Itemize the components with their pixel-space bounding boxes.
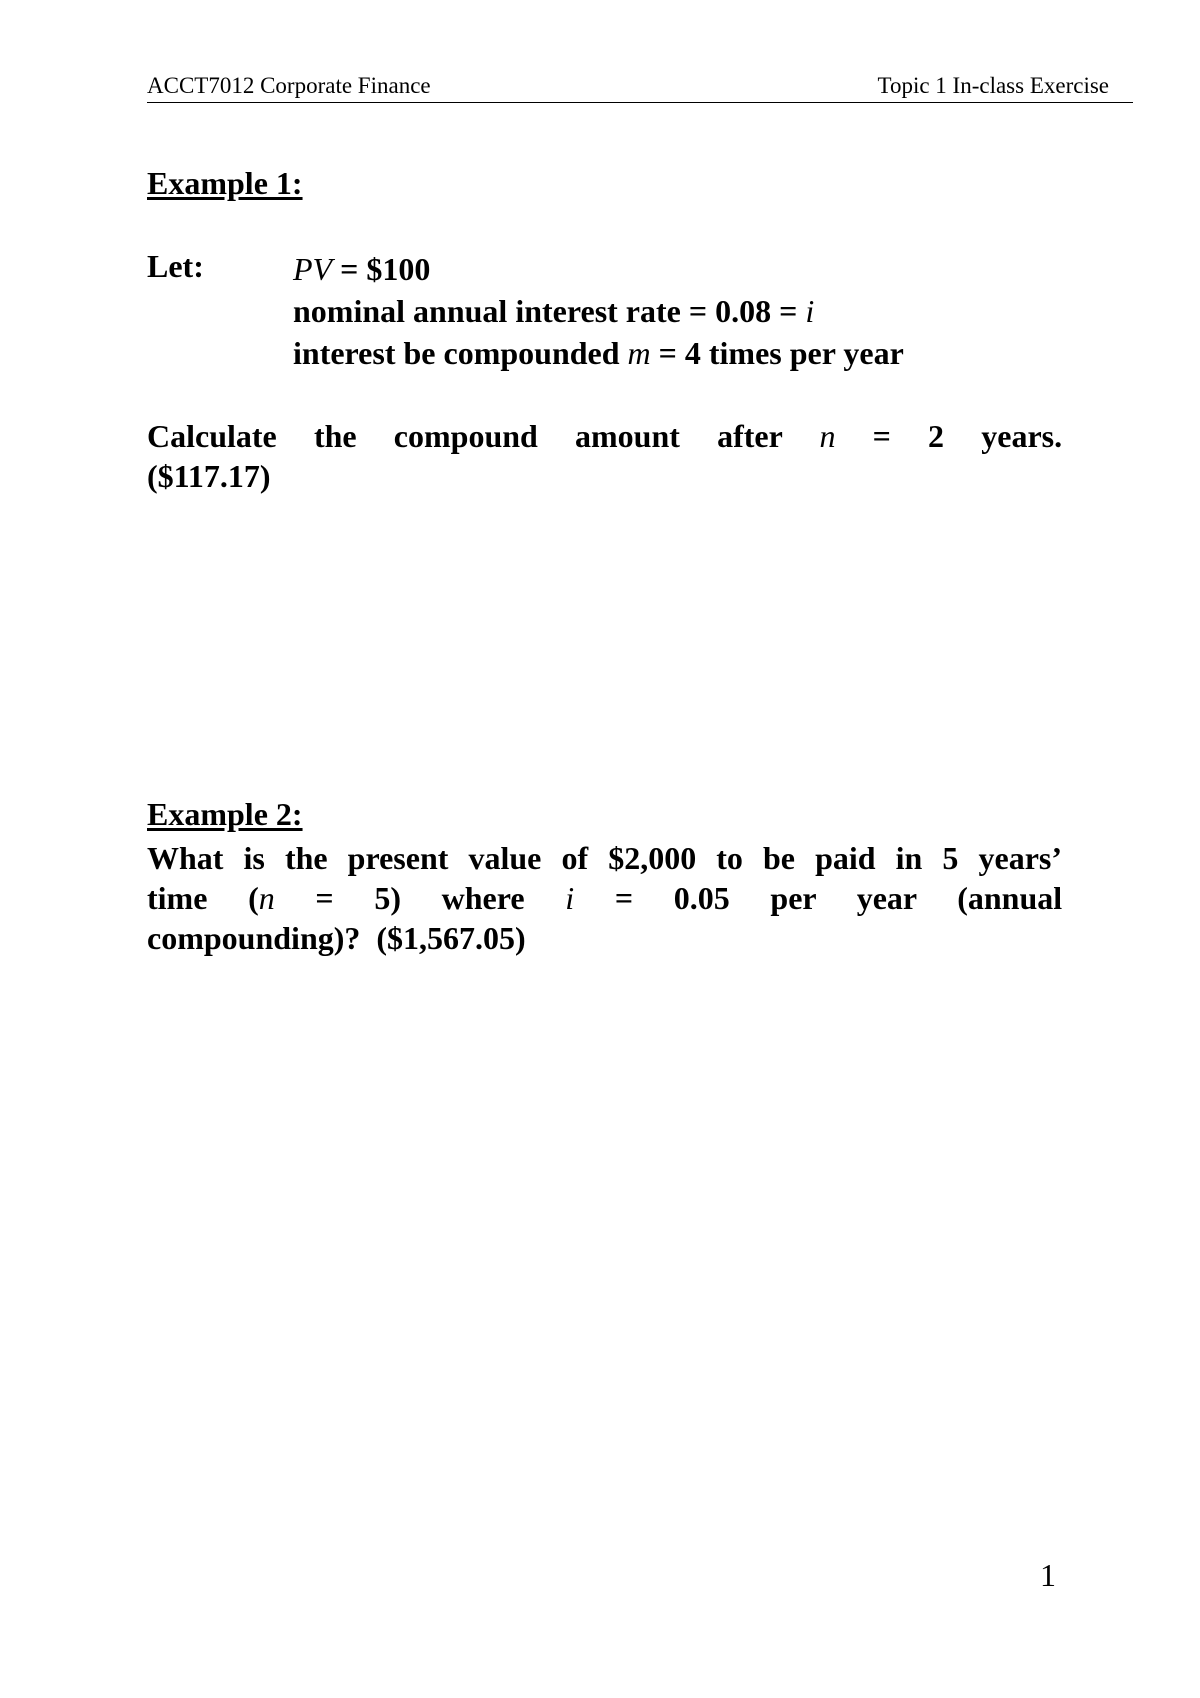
header-topic-title: Topic 1 In-class Exercise: [877, 73, 1109, 98]
question-word: 2: [928, 418, 945, 454]
rate-line: [293, 290, 904, 332]
pv-variable: PV: [293, 251, 333, 287]
compounding-line: [293, 332, 904, 374]
line2-word: where: [441, 880, 525, 916]
line2-variable-i: i: [565, 880, 575, 916]
let-label: Let:: [147, 248, 204, 284]
rate-text: nominal annual interest rate = 0.08 =: [293, 293, 806, 329]
line2-word: =: [614, 880, 634, 916]
question-word: after: [717, 418, 783, 454]
example-2-line-3: compounding)? ($1,567.05): [147, 920, 526, 956]
pv-value: = $100: [332, 251, 431, 287]
question-word: amount: [575, 418, 680, 454]
question-word: the: [313, 418, 357, 454]
line2-word: year: [856, 880, 917, 916]
line2-word: (n: [248, 880, 275, 916]
line2-variable-n: n: [258, 880, 275, 916]
example-1-answer: ($117.17): [147, 458, 271, 494]
question-word: Calculate: [147, 418, 277, 454]
compound-variable: m: [627, 335, 651, 371]
example-2-heading: Example 2:: [147, 796, 303, 832]
example-2-question: [147, 838, 1062, 958]
line2-word: time: [147, 880, 208, 916]
compound-text-a: interest be compounded: [293, 335, 628, 371]
line2-word: 0.05: [673, 880, 730, 916]
line2-word: (annual: [957, 880, 1063, 916]
page-header: [147, 68, 1133, 103]
example-1-heading: Example 1:: [147, 165, 303, 201]
header-course-title: ACCT7012 Corporate Finance: [147, 73, 431, 98]
question-word: =: [872, 418, 891, 454]
compound-text-b: = 4 times per year: [650, 335, 904, 371]
line2-word: =: [315, 880, 334, 916]
example-1-question: [147, 416, 1062, 496]
question-word: compound: [393, 418, 538, 454]
example-2-line-2: [147, 878, 1062, 918]
rate-variable: i: [805, 293, 815, 329]
page-number: 1: [1040, 1557, 1056, 1593]
example-2-line-1: What is the present value of $2,000 to be paid in 5 years’: [147, 840, 1062, 876]
pv-line: [293, 248, 904, 290]
question-word: years.: [981, 418, 1063, 454]
example-1-givens: [293, 248, 904, 374]
question-line-1: [147, 416, 1062, 456]
question-variable: n: [819, 418, 836, 454]
line2-word: per: [770, 880, 817, 916]
line2-word: 5): [374, 880, 401, 916]
